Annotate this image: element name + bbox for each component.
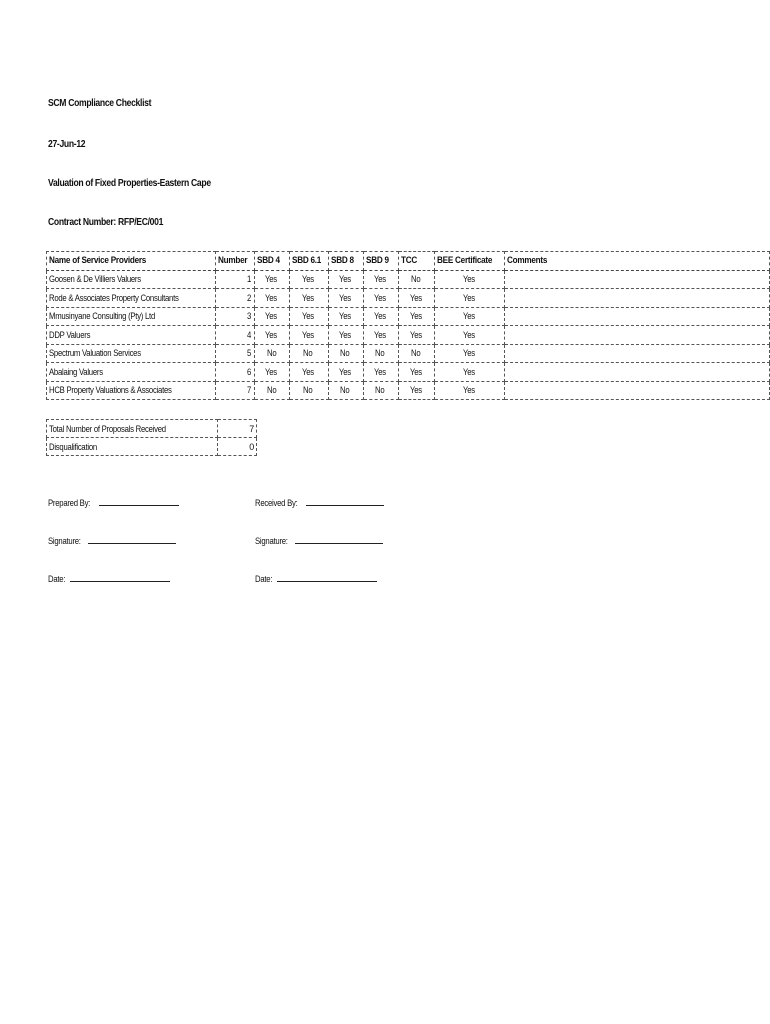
compliance-table xyxy=(46,251,770,400)
cell-sbd4: Yes xyxy=(255,326,290,345)
total-received-value: 7 xyxy=(218,420,257,438)
cell-tcc: Yes xyxy=(399,363,435,382)
col-header-sbd9: SBD 9 xyxy=(363,252,399,271)
cell-number: 2 xyxy=(216,289,255,308)
cell-comments xyxy=(504,270,769,289)
col-header-sbd61: SBD 6.1 xyxy=(289,252,328,271)
cell-sbd4: No xyxy=(255,381,290,400)
cell-sbd8: Yes xyxy=(328,270,363,289)
col-header-tcc: TCC xyxy=(399,252,435,271)
table-row xyxy=(47,344,770,363)
cell-sbd9: No xyxy=(363,381,399,400)
document-date: 27-Jun-12 xyxy=(48,138,86,150)
signature-field-left: Signature: xyxy=(48,535,176,546)
page-title: SCM Compliance Checklist xyxy=(48,97,152,109)
col-header-number: Number xyxy=(216,252,255,271)
signature-field-right: Signature: xyxy=(255,535,383,546)
cell-number: 5 xyxy=(216,344,255,363)
cell-name: Mmusinyane Consulting (Pty) Ltd xyxy=(47,307,216,326)
cell-tcc: Yes xyxy=(399,307,435,326)
cell-sbd8: No xyxy=(328,381,363,400)
disqualification-label: Disqualification xyxy=(47,438,218,456)
total-received-row xyxy=(47,420,257,438)
table-row xyxy=(47,270,770,289)
cell-sbd8: Yes xyxy=(328,363,363,382)
cell-sbd4: Yes xyxy=(255,270,290,289)
cell-name: Abalaing Valuers xyxy=(47,363,216,382)
cell-name: DDP Valuers xyxy=(47,326,216,345)
cell-sbd9: Yes xyxy=(363,307,399,326)
cell-sbd9: No xyxy=(363,344,399,363)
disqualification-value: 0 xyxy=(218,438,257,456)
cell-bee: Yes xyxy=(435,270,504,289)
cell-sbd61: No xyxy=(289,381,328,400)
cell-number: 3 xyxy=(216,307,255,326)
cell-sbd61: Yes xyxy=(289,326,328,345)
col-header-name: Name of Service Providers xyxy=(47,252,216,271)
cell-sbd61: Yes xyxy=(289,363,328,382)
cell-sbd9: Yes xyxy=(363,270,399,289)
cell-bee: Yes xyxy=(435,381,504,400)
cell-tcc: Yes xyxy=(399,326,435,345)
table-header-row xyxy=(47,252,770,271)
cell-bee: Yes xyxy=(435,307,504,326)
cell-sbd8: Yes xyxy=(328,289,363,308)
cell-sbd8: Yes xyxy=(328,326,363,345)
cell-bee: Yes xyxy=(435,326,504,345)
cell-sbd61: No xyxy=(289,344,328,363)
cell-sbd61: Yes xyxy=(289,270,328,289)
cell-sbd4: Yes xyxy=(255,363,290,382)
cell-number: 6 xyxy=(216,363,255,382)
cell-name: Spectrum Valuation Services xyxy=(47,344,216,363)
table-row xyxy=(47,363,770,382)
cell-comments xyxy=(504,289,769,308)
cell-bee: Yes xyxy=(435,289,504,308)
cell-sbd9: Yes xyxy=(363,326,399,345)
cell-number: 4 xyxy=(216,326,255,345)
project-title: Valuation of Fixed Properties-Eastern Cape xyxy=(48,177,211,189)
cell-bee: Yes xyxy=(435,344,504,363)
table-row xyxy=(47,381,770,400)
cell-comments xyxy=(504,363,769,382)
cell-sbd61: Yes xyxy=(289,307,328,326)
cell-name: Goosen & De Villiers Valuers xyxy=(47,270,216,289)
col-header-sbd4: SBD 4 xyxy=(255,252,290,271)
cell-sbd4: Yes xyxy=(255,289,290,308)
totals-table xyxy=(46,419,257,456)
cell-tcc: No xyxy=(399,270,435,289)
cell-sbd9: Yes xyxy=(363,363,399,382)
prepared-by-field: Prepared By: xyxy=(48,497,179,508)
table-row xyxy=(47,307,770,326)
total-received-label: Total Number of Proposals Received xyxy=(47,420,218,438)
cell-bee: Yes xyxy=(435,363,504,382)
date-field-left: Date: xyxy=(48,573,170,584)
table-row xyxy=(47,326,770,345)
col-header-bee: BEE Certificate xyxy=(435,252,504,271)
cell-sbd4: No xyxy=(255,344,290,363)
table-row xyxy=(47,289,770,308)
col-header-sbd8: SBD 8 xyxy=(328,252,363,271)
cell-number: 1 xyxy=(216,270,255,289)
col-header-comments: Comments xyxy=(504,252,769,271)
cell-tcc: Yes xyxy=(399,289,435,308)
cell-name: Rode & Associates Property Consultants xyxy=(47,289,216,308)
cell-comments xyxy=(504,326,769,345)
cell-sbd9: Yes xyxy=(363,289,399,308)
cell-comments xyxy=(504,344,769,363)
cell-number: 7 xyxy=(216,381,255,400)
cell-sbd8: Yes xyxy=(328,307,363,326)
disqualification-row xyxy=(47,438,257,456)
cell-sbd4: Yes xyxy=(255,307,290,326)
date-field-right: Date: xyxy=(255,573,377,584)
cell-tcc: No xyxy=(399,344,435,363)
cell-sbd8: No xyxy=(328,344,363,363)
cell-name: HCB Property Valuations & Associates xyxy=(47,381,216,400)
received-by-field: Received By: xyxy=(255,497,384,508)
cell-tcc: Yes xyxy=(399,381,435,400)
cell-sbd61: Yes xyxy=(289,289,328,308)
cell-comments xyxy=(504,307,769,326)
cell-comments xyxy=(504,381,769,400)
contract-number: Contract Number: RFP/EC/001 xyxy=(48,216,164,228)
